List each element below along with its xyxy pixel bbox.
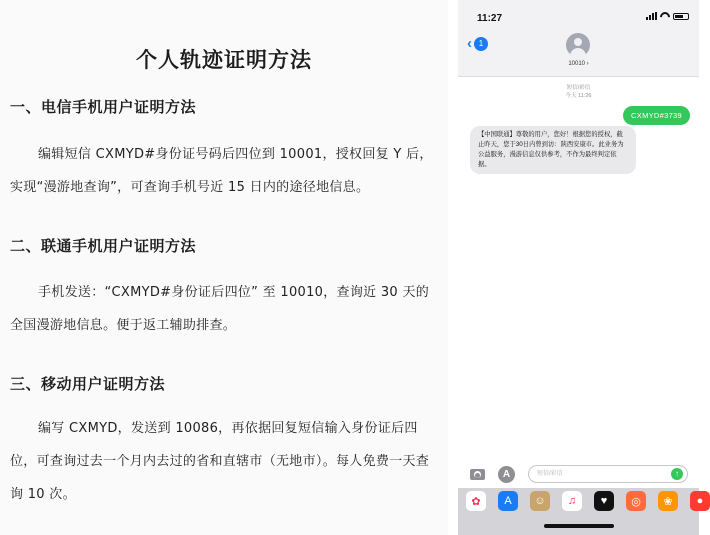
- photos-icon[interactable]: ✿: [466, 491, 486, 511]
- message-type-label: 短信/彩信: [566, 85, 591, 91]
- section-3-heading: 三、移动用户证明方法: [10, 375, 166, 393]
- document-title: 个人轨迹证明方法: [136, 48, 312, 72]
- web-app-icon[interactable]: ◎: [626, 491, 646, 511]
- outgoing-message[interactable]: CXMYD#3739: [623, 106, 690, 125]
- music-icon[interactable]: ♫: [562, 491, 582, 511]
- orange-app-icon[interactable]: ❀: [658, 491, 678, 511]
- send-button[interactable]: ↑: [671, 468, 683, 480]
- app-drawer: [458, 488, 704, 535]
- status-time: 11:27: [477, 13, 503, 24]
- phone-screenshot: [458, 0, 704, 535]
- app-drawer-icons: [466, 491, 710, 511]
- message-input-placeholder: 短信/彩信: [537, 471, 563, 477]
- app-store-icon[interactable]: A: [498, 491, 518, 511]
- contact-name[interactable]: 10010 ›: [568, 61, 589, 67]
- signal-icon: [646, 12, 657, 20]
- compose-bar: [458, 463, 699, 487]
- chevron-left-icon: ‹: [467, 35, 472, 52]
- section-3-body: 编写 CXMYD，发送到 10086，再依据回复短信输入身份证后四位，可查询过去一个月内去过的省和直辖市（无地市）。每人免费一天查询 10 次。: [10, 421, 430, 502]
- wifi-icon: [660, 12, 670, 20]
- incoming-message[interactable]: 【中国联通】尊敬的用户，您好！根据您的授权，截止昨天，您于30日内曾到访：陕西安康市。此业务为公益服务，漫游信息仅供参考，不作为最终判定依据。: [470, 126, 636, 174]
- section-1-heading: 一、电信手机用户证明方法: [10, 98, 197, 116]
- status-icons: [646, 12, 689, 20]
- unread-badge: 1: [474, 37, 488, 51]
- back-button[interactable]: [467, 36, 488, 51]
- home-indicator[interactable]: [544, 524, 614, 528]
- heart-app-icon[interactable]: ♥: [594, 491, 614, 511]
- message-timestamp: 今天 11:26: [565, 93, 592, 99]
- animoji-icon[interactable]: ☺: [530, 491, 550, 511]
- contact-avatar[interactable]: [566, 33, 590, 57]
- camera-icon[interactable]: [470, 469, 485, 480]
- section-2-body: 手机发送：“CXMYD#身份证后四位” 至 10010，查询近 30 天的全国漫游地信息。便于返工辅助排查。: [10, 285, 430, 333]
- section-2-heading: 二、联通手机用户证明方法: [10, 237, 197, 255]
- red-app-icon[interactable]: ●: [690, 491, 710, 511]
- battery-icon: [673, 13, 689, 20]
- app-store-icon[interactable]: A: [498, 466, 515, 483]
- conversation-header: [458, 0, 699, 77]
- message-input[interactable]: [528, 465, 688, 483]
- section-1-body: 编辑短信 CXMYD#身份证号码后四位到 10001，授权回复 Y 后，实现“漫游地查询”，可查询手机号近 15 日内的途径地信息。: [10, 147, 433, 195]
- divider: [448, 0, 458, 535]
